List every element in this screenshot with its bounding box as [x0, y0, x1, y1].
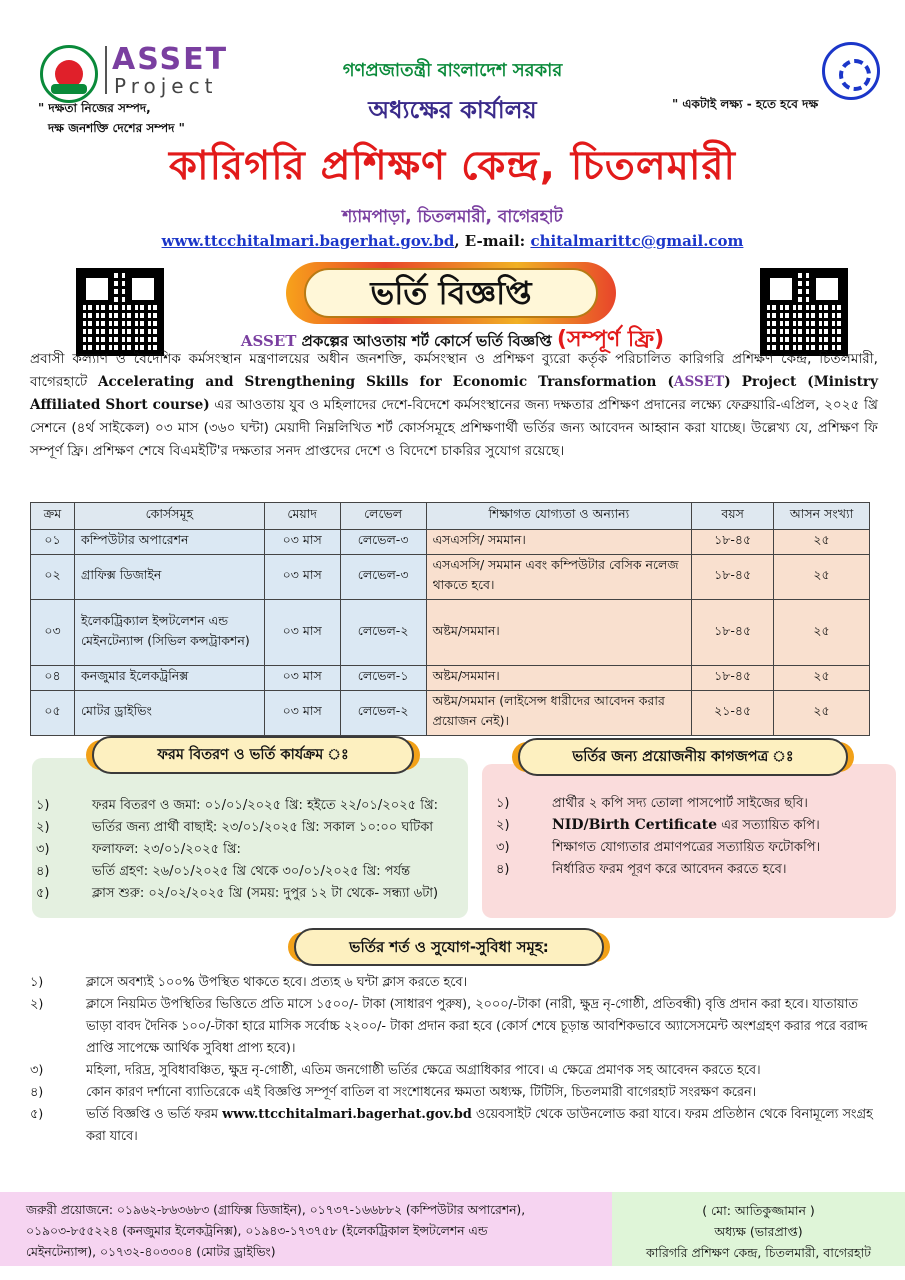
cell-qualification: এসএসসি/ সমমান এবং কম্পিউটার বেসিক নলেজ থাকতে হবে।: [426, 555, 692, 600]
col-duration: মেয়াদ: [264, 503, 340, 530]
project-name-en-1: Accelerating and Strengthening Skills for Economic Transformation (: [97, 374, 674, 390]
motto-left-line-1: " দক্ষতা নিজের সম্পদ,: [38, 101, 151, 115]
item-number: ৪): [36, 864, 50, 879]
signature-block: [612, 1192, 905, 1266]
list-item: [30, 1060, 880, 1082]
cell-level: লেভেল-৩: [340, 555, 426, 600]
cell-serial: ০৪: [31, 666, 75, 691]
table-row: [31, 600, 870, 666]
table-row: [31, 666, 870, 691]
col-level: লেভেল: [340, 503, 426, 530]
item-text: ফরম বিতরণ ও জমা: ০১/০১/২০২৫ খ্রি: হইতে ২২/০১/২০২৫ খ্রি:: [92, 798, 438, 813]
cell-age: ১৮-৪৫: [692, 666, 774, 691]
item-text-bn: এর সত্যায়িত কপি।: [717, 818, 820, 833]
cell-age: ১৮-৪৫: [692, 530, 774, 555]
signatory-name: ( মো: আতিকুজ্জামান ): [702, 1203, 815, 1218]
item-number: ৩): [36, 842, 50, 857]
item-text: মহিলা, দরিদ্র, সুবিধাবঞ্চিত, ক্ষুদ্র নৃ-গোষ্ঠী, এতিম জনগোষ্ঠী ভর্তির ক্ষেত্রে অগ্রাধিকার পাবে। এ ক্ষেত্রে প্রমাণক সহ আবেদন করতে হবে।: [86, 1063, 761, 1078]
item-text: ক্লাসে নিয়মিত উপস্থিতির ভিত্তিতে প্রতি মাসে ১৫০০/- টাকা (সাধারণ পুরুষ), ২০০০/-টাকা (নারী, ক্ষুদ্র নৃ-গোষ্ঠী, প্রতিবন্ধী) বৃত্তি প্রদান করা হবে। যাতায়াত ভাড়া বাবদ দৈনিক ১০০/-টাকা হারে মাসিক সর্বোচ্চ ২২০০/- টাকা প্রদান করা হবে (কোর্স শেষে চূড়ান্ত আবশিকভাবে অ্যাসেসমেন্ট অংশগ্রহণ করার পরে বরাদ্দ প্রাপ্তি সাপেক্ষে আর্থিক সুবিধা প্রাপ্য হবে)।: [86, 997, 868, 1056]
item-text: ক্লাসে অবশ্যই ১০০% উপস্থিত থাকতে হবে। প্রত্যহ ৬ ঘন্টা ক্লাস করতে হবে।: [86, 975, 468, 990]
subtitle-text: প্রকল্পের আওতায় শর্ট কোর্সে ভর্তি বিজ্ঞপ্তি: [296, 332, 557, 350]
government-title: গণপ্রজাতন্ত্রী বাংলাদেশ সরকার: [342, 60, 563, 81]
intro-part-2: এর আওতায় যুব ও মহিলাদের দেশে-বিদেশে কর্মসংস্থানের জন্য দক্ষতার প্রশিক্ষণ প্রদানের লক্ষ্যে ফেব্রুয়ারি-এপ্রিল, ২০২৫ খ্রি সেশনে (৪র্থ সাইকেল) ০৩ মাস (৩৬০ ঘন্টা) মেয়াদী নিম্নলিখিত শর্ট কোর্সসমূহে প্রশিক্ষণার্থী ভর্তির জন্য আবেদন আহ্বান করা যাচ্ছে। উল্লেখ্য যে, প্রশিক্ষণ ফি সম্পূর্ণ ফ্রি। প্রশিক্ষণ শেষে বিএমইটি'র দক্ষতার সনদ প্রাপ্তদের দেশে ও বিদেশে চাকরির সুযোগ রয়েছে।: [30, 397, 878, 459]
cell-course: গ্রাফিক্স ডিজাইন: [74, 555, 264, 600]
table-header-row: [31, 503, 870, 530]
contact-line-1: জরুরী প্রয়োজনে: ০১৯৬২-৮৬৩৬৮৩ (গ্রাফিক্স ডিজাইন), ০১৭৩৭-১৬৬৮৮২ (কম্পিউটার অপারেশন),: [26, 1203, 526, 1217]
item-number: ১): [496, 796, 510, 811]
item-text: [552, 816, 820, 837]
list-item: [30, 994, 880, 1060]
cell-level: লেভেল-৩: [340, 530, 426, 555]
item-text: ফলাফল: ২৩/০১/২০২৫ খ্রি:: [92, 842, 241, 857]
asset-project-text: Project: [114, 74, 218, 98]
cell-seats: ২৫: [774, 691, 870, 736]
item-number: ৩): [30, 1063, 44, 1078]
motto-right: " একটাই লক্ষ্য - হতে হবে দক্ষ: [672, 97, 819, 111]
address: শ্যামপাড়া, চিতলমারী, বাগেরহাট: [342, 207, 563, 227]
motto-left-line-2: দক্ষ জনশক্তি দেশের সম্পদ ": [48, 121, 185, 135]
project-asset: ASSET: [673, 374, 725, 390]
cell-seats: ২৫: [774, 530, 870, 555]
item-text: ক্লাস শুরু: ০২/০২/২০২৫ খ্রি (সময়: দুপুর ১২ টা থেকে- সন্ধ্যা ৬টা): [92, 886, 439, 901]
col-age: বয়স: [692, 503, 774, 530]
schedule-title: ফরম বিতরণ ও ভর্তি কার্যক্রম ঃ: [157, 747, 349, 763]
cell-duration: ০৩ মাস: [264, 691, 340, 736]
list-item: [30, 1082, 880, 1104]
item-text: কোন কারণ দর্শানো ব্যাতিরেকে এই বিজ্ঞপ্তি সম্পূর্ণ বাতিল বা সংশোধনের ক্ষমতা অধ্যক্ষ, টিটিসি, চিতলমারী বাগেরহাট সংরক্ষণ করেন।: [86, 1085, 757, 1100]
email-link[interactable]: chitalmarittc@gmail.com: [530, 232, 744, 250]
table-row: [31, 555, 870, 600]
item-number: ১): [30, 975, 44, 990]
cell-duration: ০৩ মাস: [264, 555, 340, 600]
cell-level: লেভেল-১: [340, 666, 426, 691]
centre-title: কারিগরি প্রশিক্ষণ কেন্দ্র, চিতলমারী: [169, 143, 736, 189]
cell-course: ইলেকট্রিক্যাল ইন্সটলেশন এন্ড মেইনটেন্যান্স (সিভিল কন্সট্রাকশন): [74, 600, 264, 666]
cell-serial: ০৫: [31, 691, 75, 736]
item-number: ২): [496, 818, 510, 833]
cell-duration: ০৩ মাস: [264, 530, 340, 555]
cell-qualification: অষ্টম/সমমান (লাইসেন্স ধারীদের আবেদন করার প্রয়োজন নেই)।: [426, 691, 692, 736]
documents-list: [496, 794, 892, 884]
signatory-org: কারিগরি প্রশিক্ষণ কেন্দ্র, চিতলমারী, বাগেরহাট: [646, 1245, 871, 1260]
item-text: ভর্তির জন্য প্রার্থী বাছাই: ২৩/০১/২০২৫ খ্রি: সকাল ১০:০০ ঘটিকা: [92, 820, 434, 835]
col-seats: আসন সংখ্যা: [774, 503, 870, 530]
signatory-title: অধ্যক্ষ (ভারপ্রাপ্ত): [714, 1224, 803, 1239]
contact-line-3: মেইনটেন্যান্স), ০১৭৩২-৪০৩৩০৪ (মোটর ড্রাইভিং): [26, 1245, 276, 1259]
cell-seats: ২৫: [774, 555, 870, 600]
cell-age: ২১-৪৫: [692, 691, 774, 736]
cell-serial: ০২: [31, 555, 75, 600]
website-link[interactable]: www.ttcchitalmari.bagerhat.gov.bd: [222, 1107, 472, 1122]
schedule-list: [36, 796, 466, 906]
list-item: [30, 1104, 880, 1148]
item-number: ৫): [36, 886, 50, 901]
cell-seats: ২৫: [774, 666, 870, 691]
table-row: [31, 530, 870, 555]
cell-course: কনজুমার ইলেকট্রনিক্স: [74, 666, 264, 691]
cell-qualification: অষ্টম/সমমান।: [426, 666, 692, 691]
item-number: ৫): [30, 1107, 44, 1122]
cell-qualification: অষ্টম/সমমান।: [426, 600, 692, 666]
cell-course: মোটর ড্রাইভিং: [74, 691, 264, 736]
item-number: ৪): [496, 862, 510, 877]
terms-title: ভর্তির শর্ত ও সুযোগ-সুবিধা সমূহ:: [349, 938, 549, 956]
contact-line: [0, 232, 905, 250]
item-number: ২): [30, 997, 44, 1012]
cell-level: লেভেল-২: [340, 600, 426, 666]
col-course: কোর্সসমূহ: [74, 503, 264, 530]
office-title: অধ্যক্ষের কার্যালয়: [368, 96, 537, 124]
cell-serial: ০৩: [31, 600, 75, 666]
cell-qualification: এসএসসি/ সমমান।: [426, 530, 692, 555]
cell-age: ১৮-৪৫: [692, 600, 774, 666]
item-text: ভর্তি গ্রহণ: ২৬/০১/২০২৫ খ্রি থেকে ৩০/০১/২০২৫ খ্রি: পর্যন্ত: [92, 864, 411, 879]
cell-duration: ০৩ মাস: [264, 600, 340, 666]
item-text: নির্ধারিত ফরম পূরণ করে আবেদন করতে হবে।: [552, 862, 787, 877]
admission-notice-title: ভর্তি বিজ্ঞপ্তি: [304, 268, 598, 318]
intro-part-1: প্রবাসী কল্যাণ ও বৈদেশিক কর্মসংস্থান মন্ত্রণালয়ের অধীন জনশক্তি, কর্মসংস্থান ও প্রশিক্ষণ ব্যুরো কর্তৃক পরিচালিত কারিগরি প্রশিক্ষণ কেন্দ্র, চিতলমারী, বাগেরহাটে: [30, 351, 878, 390]
item-text: প্রার্থীর ২ কপি সদ্য তোলা পাসপোর্ট সাইজের ছবি।: [552, 796, 808, 811]
item-number: ২): [36, 820, 50, 835]
item-number: ৪): [30, 1085, 44, 1100]
terms-list: [30, 972, 880, 1148]
contact-line-2: ০১৯০৩-৮৫৫২২৪ (কনজুমার ইলেকট্রনিক্স), ০১৯৪৩-১৭৩৭৫৮ (ইলেকট্রিকাল ইন্সটলেশন এন্ড: [26, 1224, 488, 1238]
list-item: [30, 972, 880, 994]
table-row: [31, 691, 870, 736]
email-label: , E-mail:: [454, 232, 531, 250]
cell-serial: ০১: [31, 530, 75, 555]
cell-age: ১৮-৪৫: [692, 555, 774, 600]
cell-duration: ০৩ মাস: [264, 666, 340, 691]
intro-paragraph: [30, 348, 878, 463]
ttc-seal-icon: [822, 42, 880, 100]
course-table: [30, 502, 870, 736]
subtitle-asset: ASSET: [240, 332, 297, 350]
subtitle-free: (সম্পূর্ণ ফ্রি): [556, 327, 665, 352]
item-number: ১): [36, 798, 50, 813]
item-text: ওয়েবসাইট থেকে ডাউনলোড করা যাবে। ফরম প্রতিষ্ঠান থেকে বিনামূল্যে সংগ্রহ করা যাবে।: [86, 1107, 873, 1144]
cell-course: কম্পিউটার অপারেশন: [74, 530, 264, 555]
item-text: শিক্ষাগত যোগ্যতার প্রমাণপত্রের সত্যায়িত ফটোকপি।: [552, 840, 821, 855]
cell-seats: ২৫: [774, 600, 870, 666]
website-link[interactable]: www.ttcchitalmari.bagerhat.gov.bd: [161, 232, 455, 250]
item-number: ৩): [496, 840, 510, 855]
project-name-en-2: ) Project (Ministry Affiliated Short course): [30, 374, 878, 413]
emergency-contacts: [0, 1192, 612, 1266]
asset-logo: ASSET: [112, 42, 229, 77]
cell-level: লেভেল-২: [340, 691, 426, 736]
item-text-pre: ভর্তি বিজ্ঞপ্তি ও ভর্তি ফরম: [86, 1107, 223, 1122]
col-serial: ক্রম: [31, 503, 75, 530]
item-text-en: NID/Birth Certificate: [552, 817, 718, 833]
documents-title: ভর্তির জন্য প্রয়োজনীয় কাগজপত্র ঃ: [572, 749, 794, 765]
col-qualification: শিক্ষাগত যোগ্যতা ও অন্যান্য: [426, 503, 692, 530]
